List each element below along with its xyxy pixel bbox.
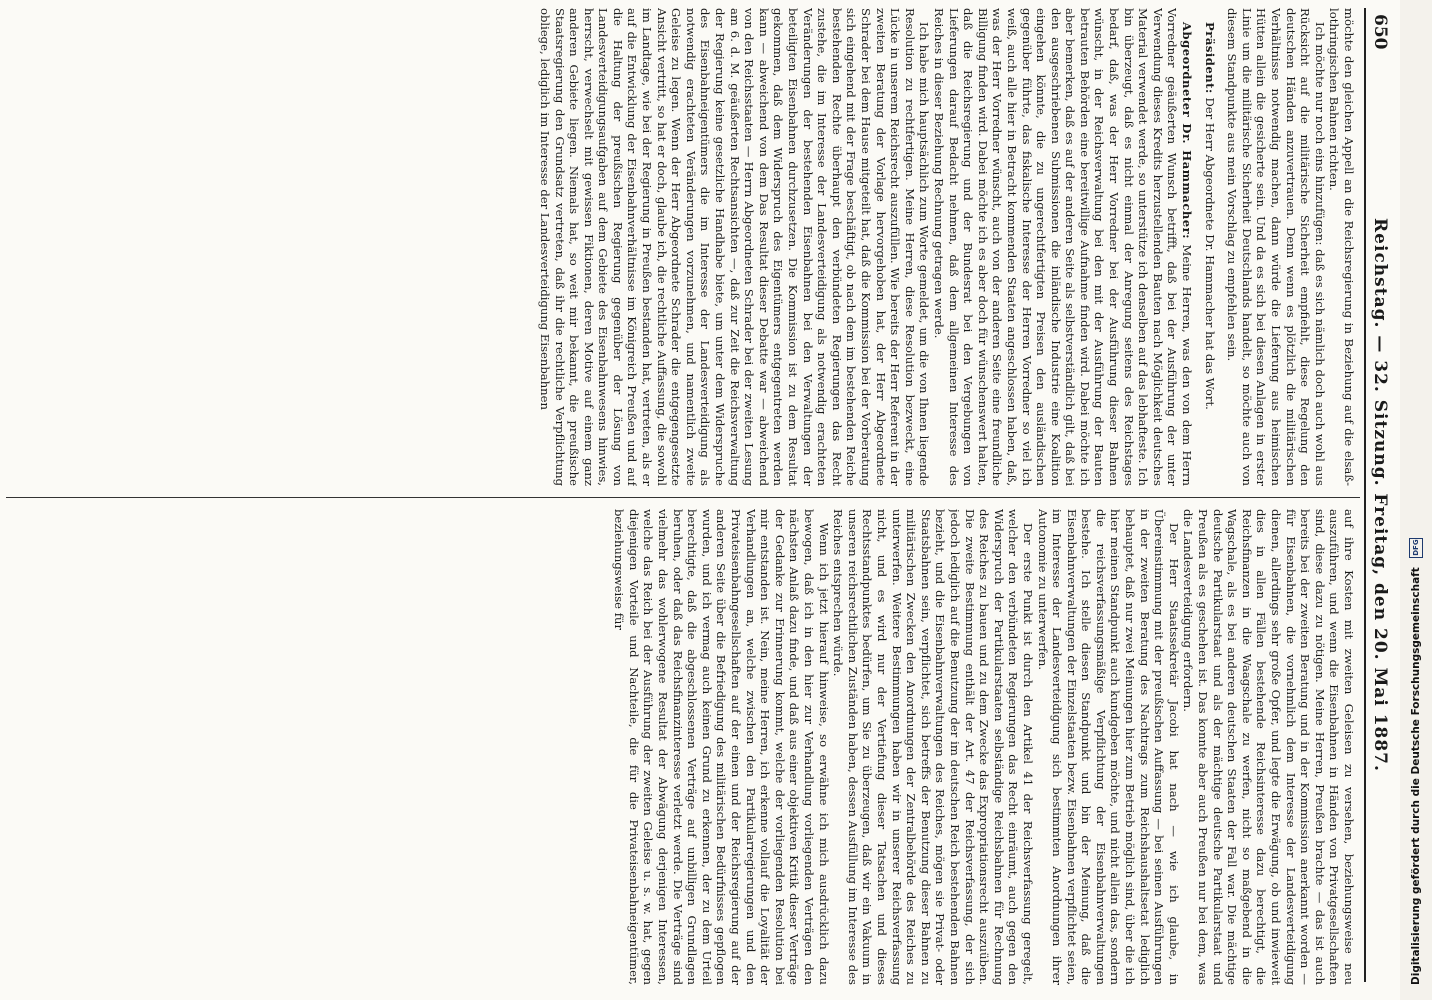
left-column	[10, 8, 1356, 486]
paragraph	[931, 8, 1194, 486]
speaker-label: Abgeordneter Dr. Hammacher:	[1180, 22, 1195, 240]
page-header	[1364, 8, 1392, 982]
right-column	[10, 509, 1356, 985]
paragraph: Der erste Punkt ist durch den Artikel 41 der Reichsverfassung geregelt, welcher den verbündeten Regierungen das Recht einräumt, auch gegen den Widerspruch der Partikularstaaten selbständige Reichsbahnen für Rechnung des Reiches zu bauen und zu dem Zwecke das Expropriationsrecht auszuüben. Die zweite Bestimmung enthält der Art. 47 der Reichsverfassung, der sich jedoch lediglich auf die Benutzung der im deutschen Reich bestehenden Bahnen bezieht, und die Eisenbahnverwaltungen des Reiches, mögen sie Privat- oder Staatsbahnen sein, verpflichtet, sich betreffs der Benutzung dieser Bahnen zu militärischen Zwecken den Anordnungen der Zentralbehörde des Reiches zu unterwerfen. Weitere Bestimmungen haben wir in unserer Reichsverfassung nicht, und es wird nur der Vertiefung dieser Tatsachen und dieses Rechtsstandpunktes bedürfen, um Sie zu überzeugen, daß wir ein Vakuum in unseren reichsrechtlichen Zuständen haben, dessen Ausfüllung im Interesse des Reiches entsprechen würde.	[831, 509, 1035, 985]
paragraph: Der Herr Staatssekretär Jacobi hat nach — wie ich glaube, in Übereinstimmung mit der preußischen Auffassung — bei seinen Ausführungen in der zweiten Beratung des Nachtrags zum Reichshaushaltsetat lediglich behauptet, daß nur zwei Meinungen hier zum Betrieb möglich sind, über die ich hier meinen Standpunkt auch kundgeben möchte, und nicht allein das, sondern die reichsverfassungsmäßige Verpflichtung der Eisenbahnverwaltungen bestehe. Ich stelle diesen Standpunkt und bin der Meinung, daß die Eisenbahnverwaltungen der Einzelstaaten bezw. Eisenbahnen verpflichtet seien, im Interesse der Landesverteidigung sich bestimmten Anordnungen ihrer Autonomie zu unterwerfen.	[1035, 509, 1181, 985]
dfg-logo: DFG	[1409, 538, 1423, 558]
paragraph: auf ihre Kosten mit zweiten Geleisen zu versehen, beziehungsweise neu auszuführen, und wenn die Eisenbahnen in Händen von Privatgesellschaften sind, diese dazu zu nötigen. Meine Herren, Preußen brachte — das ist auch bereits bei der zweiten Beratung und in der Kommission anerkannt worden — für Eisenbahnen, die vornehmlich dem Interesse der Landesverteidigung dienen, allerdings sehr große Opfer, und legte die Erwägung, ob und inwieweit dies in allen Fällen bestehende Reichsinteresse dazu berechtigt, die Reichsfinanzen in die Waagschale zu werfen, nicht so maßgebend in die Wagschale, als es bei anderen deutschen Staaten der Fall war. Die mächtige deutsche Partikularstaat und als der mächtige deutsche Partikularstaat und Preußen als es geschehen ist. Das konnte aber auch Preußen nur bei dem, was die Landesverteidigung erfordern.	[1181, 509, 1356, 985]
paragraph: möchte den gleichen Appell an die Reichsregierung in Beziehung auf die elsaß-lothringischen Bahnen richten.	[1327, 8, 1356, 486]
paragraph	[1202, 8, 1217, 486]
paragraph-text: Meine Herren, was den von dem Herrn Vorredner geäußerten Wunsch betrifft, daß bei der Ausführung der unter Verwendung dieses Kredits herzustellenden Bauten nach Möglichkeit deutsches Material verwendet werde, so unterstütze ich denselben auf das lebhafteste. Ich bin überzeugt, daß es nicht einmal der Anregung seitens des Reichstages bedarf, daß, was der Herr Vorredner bei der Ausführung dieser Bahnen wünscht, in der Reichsverwaltung bei den mit der Ausführung der Bauten betrauten Behörden eine bereitwillige Aufnahme finden wird. Dabei möchte ich aber bemerken, daß es auf der anderen Seite als selbstverständlich gilt, daß bei den ausgeschriebenen Submissionen die inländische Industrie eine Koalition eingehen könnte, die zu ungerechtfertigten Preisen den ausländischen gegenüber führte, das fiskalische Interesse der Herren Vorredner so viel ich weiß, auch alle hier in Betracht kommenden Staaten angeschlossen haben, daß, was der Herr Vorredner wünscht, auch von der anderen Seite eine freundliche Billigung finden wird. Dabei möchte ich es aber doch für wünschenswert halten, daß die Reichsregierung und der Bundesrat bei den Vergebungen von Lieferungen darauf Bedacht nehmen, daß dem allgemeinen Interesse des Reiches in dieser Beziehung Rechnung getragen werde.	[931, 8, 1195, 486]
credit-text: Digitalisierung gefördert durch die Deutsche Forschungsgemeinschaft	[1410, 567, 1422, 985]
page-number: 650	[1370, 14, 1390, 50]
paragraph: Ich möchte nur noch eins hinzufügen: daß es sich nämlich doch auch wohl aus Rücksicht auf die militärische Sicherheit empfiehlt, diese Regelung den deutschen Händen anzuvertrauen. Denn wenn es plötzlich die militärischen Verhältnisse notwendig machen, dann würde die Lieferung aus heimischen Hütten allein die gesicherte sein. Und da es sich bei diesen Anlagen in erster Linie um die militärische Sicherheit Deutschlands handelt, so möchte auch von diesem Standpunkte aus mein Vorschlag zu empfehlen sein.	[1225, 8, 1327, 486]
paragraph-text: Der Herr Abgeordnete Dr. Hammacher hat das Wort.	[1202, 97, 1217, 410]
column-divider	[6, 497, 1360, 498]
speaker-label: Präsident:	[1202, 22, 1217, 94]
running-title: Reichstag. — 32. Sitzung. Freitag, den 20. Mai 1887.	[1370, 218, 1390, 772]
paragraph: Wenn ich jetzt hierauf hinweise, so erwähne ich mich ausdrücklich dazu bewogen, daß ich in den hier zur Verhandlung vorliegenden Verträgen den nächsten Anlaß dazu finde, und daß aus einer objektiven Kritik dieser Verträge der Gedanke zur Erinnerung kommt, welche der vorliegenden Resolution bei mir entstanden ist. Nein, meine Herren, ich erkenne vollauf die Loyalität der Verhandlungen an, welche zwischen den Partikularregierungen und den Privateisenbahngesellschaften auf der einen und der Reichsregierung auf der anderen Seite über die Befriedigung des militärischen Bedürfnisses gepflogen wurden, und ich vermag auch keinen Grund zu erkennen, der zu dem Urteil berechtigte, daß die abgeschlossenen Verträge auf unbilligen Grundlagen beruhen, oder daß das Reichsfinanzinteresse verletzt werde. Die Verträge sind vielmehr das wohlerwogene Resultat der Abwägung derjenigen Interessen, welche das Reich bei der Ausführung der zweiten Geleise u. s. w. hat, gegen diejenigen Vorteile und Nachteile, die für die Privateisenbahneigentümer, beziehungsweise für	[612, 509, 831, 985]
digitization-credit	[1407, 0, 1425, 985]
paragraph: Ich habe mich hauptsächlich zum Worte gemeldet, um die von Ihnen liegende Resolution zu rechtfertigen. Meine Herren, diese Resolution bezweckt, eine Lücke in unserem Reichsrecht auszufüllen. Wie bereits der Herr Referent in der zweiten Beratung der Vorlage hervorgehoben hat, der Herr Abgeordnete Schrader bei dem Hause mitgeteilt hat, daß die Kommission bei der Vorberatung sich eingehend mit der Frage beschäftigt, ob nach dem im bestehenden Reiche bestehenden Rechte überhaupt den verbündeten Regierungen das Recht zustehe, die im Interesse der Landesverteidigung als notwendig erachteten Veränderungen der bestehenden Eisenbahnen bei den Verwaltungen der beteiligten Eisenbahnen durchzusetzen. Die Kommission ist zu dem Resultat gekommen, daß dem Widerspruch des Eigentümers entgegentreten werden kann — abweichend von dem Das Resultat dieser Debatte war — abweichend von den Reichsstaaten — Herrn Abgeordneten Schrader bei der zweiten Lesung am 6. d. M. geäußerten Rechtsansichten —, daß zur Zeit die Reichsverwaltung der Regierung keine gesetzliche Handhabe biete, um unter dem Widerspruche des Eisenbahneigentümers die im Interesse der Landesverteidigung als notwendig erachteten Veränderungen vorzunehmen, und namentlich zweite Geleise zu legen. Wenn der Herr Abgeordnete Schrader die entgegengesetzte Ansicht vertritt, so hat er doch, glaube ich, die rechtliche Auffassung, die sowohl im Landtage, wie bei der Regierung in Preußen bestanden hat, vertreten, als er auf die Entwicklung der Eisenbahnverhältnisse im Königreich Preußen und auf die Haltung der preußischen Regierung gegenüber der Lösung von Landesverteidigungsaufgaben auf dem Gebiete des Eisenbahnwesens hinwies, herrscht, verwechselt mit gewissen Fiktionen, deren Motive auf einem ganz anderen Gebiete liegen. Niemals hat, so weit mir bekannt, die preußische Staatsregierung den Grundsatz vertreten, daß ihr die rechtliche Verpflichtung obliege, lediglich im Interesse der Landesverteidigung Eisenbahnen	[537, 8, 932, 486]
